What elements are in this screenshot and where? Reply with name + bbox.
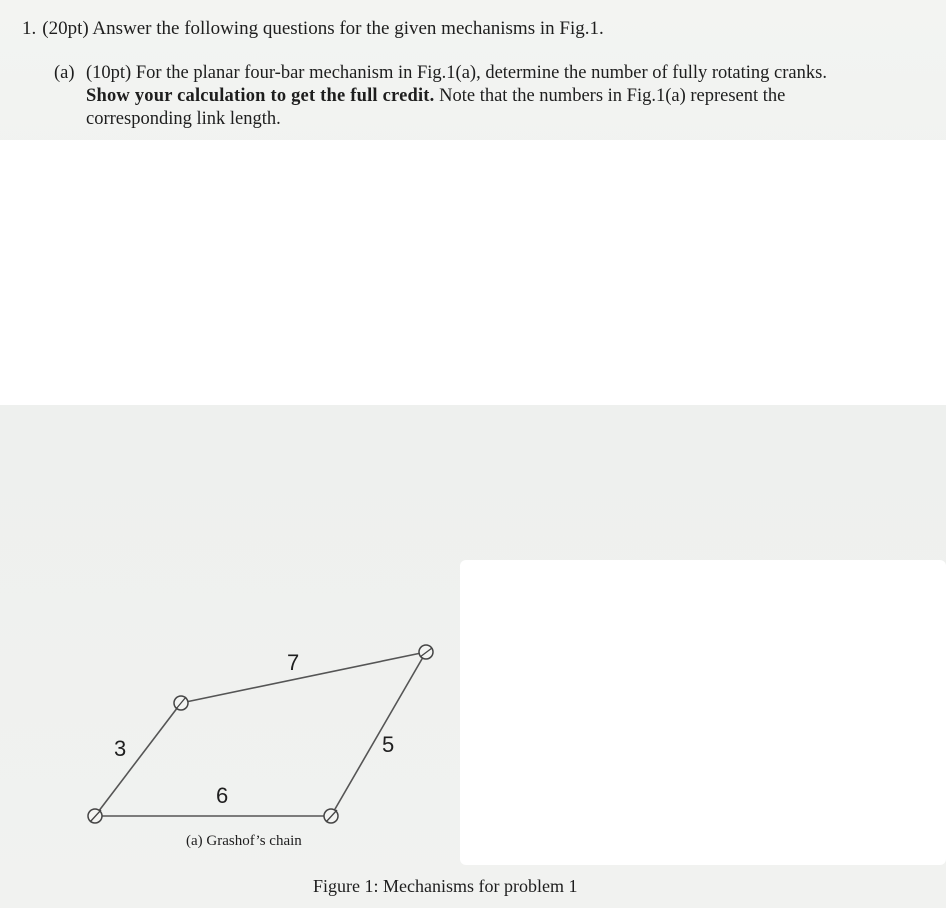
part-a-label: (a) bbox=[54, 63, 75, 83]
part-a-line3: corresponding link length. bbox=[86, 109, 281, 129]
joint-bottom-right bbox=[324, 809, 338, 823]
figure-caption: Figure 1: Mechanisms for problem 1 bbox=[313, 876, 578, 896]
link-label-top: 7 bbox=[287, 650, 300, 675]
part-a-bold-instruction: Show your calculation to get the full credit. bbox=[86, 86, 435, 106]
four-bar-mechanism-diagram bbox=[70, 630, 450, 830]
link-label-bottom: 6 bbox=[216, 783, 229, 808]
joint-top-right bbox=[419, 645, 433, 659]
link-left bbox=[95, 703, 181, 816]
joint-top-left bbox=[174, 696, 188, 710]
part-a-text bbox=[54, 62, 942, 131]
question-text: (20pt) Answer the following questions for the given mechanisms in Fig.1. bbox=[42, 18, 604, 39]
part-a-line1: (10pt) For the planar four-bar mechanism in Fig.1(a), determine the number of fully rotating cranks. bbox=[86, 63, 827, 83]
question-heading bbox=[22, 18, 604, 40]
part-a-line2-rest: Note that the numbers in Fig.1(a) represent the bbox=[434, 86, 786, 106]
subfigure-caption: (a) Grashof’s chain bbox=[186, 833, 302, 849]
joint-bottom-left bbox=[88, 809, 102, 823]
question-number: 1. bbox=[22, 18, 37, 39]
link-right bbox=[331, 652, 426, 816]
link-label-right: 5 bbox=[382, 732, 395, 757]
part-a-line2 bbox=[54, 85, 942, 108]
answer-space-right bbox=[460, 560, 946, 865]
link-top bbox=[181, 652, 426, 703]
link-label-left: 3 bbox=[114, 736, 127, 761]
answer-space-top bbox=[0, 140, 946, 405]
